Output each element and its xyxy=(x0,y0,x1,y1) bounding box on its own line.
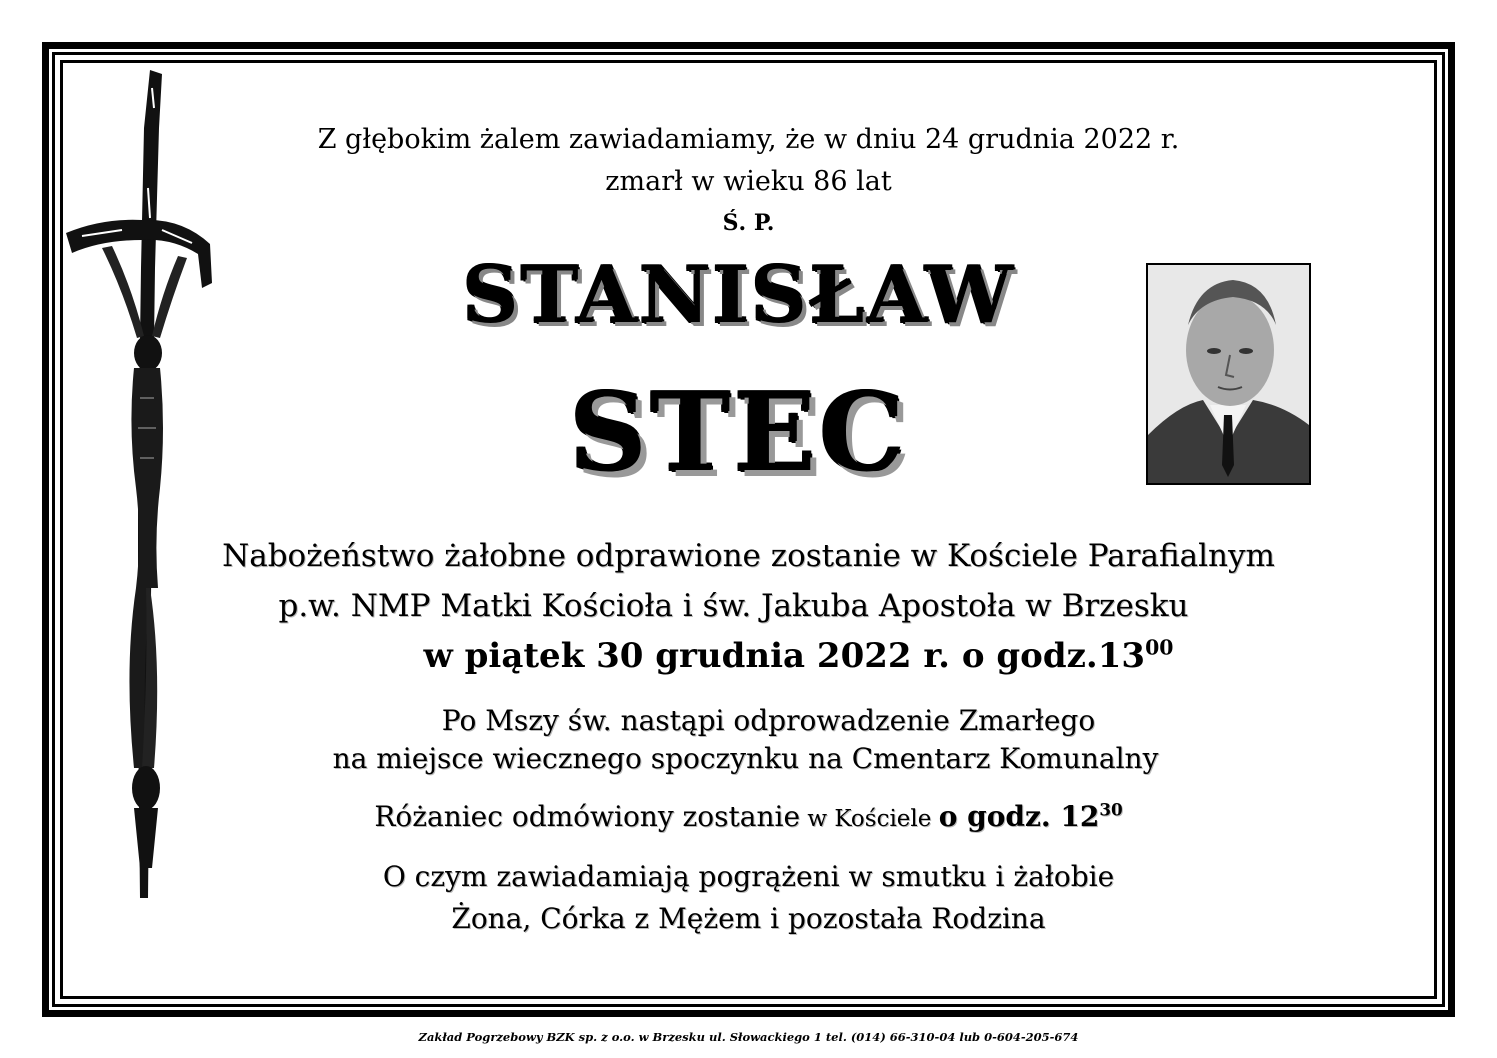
service-line-2: p.w. NMP Matki Kościoła i św. Jakuba Apostoła w Brzesku xyxy=(278,588,1189,624)
portrait-photo xyxy=(1146,263,1311,485)
border-inner xyxy=(60,60,1437,999)
burial-line-1: Po Mszy św. nastąpi odprowadzenie Zmarłego xyxy=(441,704,1096,737)
service-line-1 xyxy=(0,538,1497,574)
service-date-minutes: 00 xyxy=(1145,635,1174,660)
service-line-1b: w Kościele Parafialnym xyxy=(900,538,1275,574)
intro-line-2: zmarł w wieku 86 lat xyxy=(605,166,892,197)
intro-line-1: Z głębokim żalem zawiadamiamy, że w dniu 24 grudnia 2022 r. xyxy=(317,124,1180,155)
rosary-time: o godz. 12 xyxy=(938,800,1100,833)
footer xyxy=(0,1030,1497,1044)
first-name: STANISŁAW xyxy=(462,250,1015,341)
closing-line-2: Żona, Córka z Mężem i pozostała Rodzina xyxy=(451,902,1046,935)
footer-company: Zakład Pogrzebowy BZK sp. z o.o. w Brzesku ul. Słowackiego 1 xyxy=(418,1030,822,1044)
rosary-text: Różaniec odmówiony zostanie xyxy=(374,800,801,833)
service-date xyxy=(50,636,1497,676)
burial-line-2: na miejsce wiecznego spoczynku na Cmentarz Komunalny xyxy=(332,742,1159,775)
rosary-time-minutes: 30 xyxy=(1099,799,1123,820)
rosary-line xyxy=(0,800,1497,833)
last-name: STEC xyxy=(569,370,908,496)
rosary-church: w Kościele xyxy=(800,806,939,832)
sp-abbreviation: Ś. P. xyxy=(722,210,775,236)
service-line-1a: Nabożeństwo żałobne odprawione zostanie xyxy=(222,538,901,574)
footer-phone: tel. (014) 66-310-04 lub 0-604-205-674 xyxy=(821,1030,1079,1044)
closing-line-1: O czym zawiadamiają pogrążeni w smutku i żałobie xyxy=(382,860,1115,893)
portrait-image xyxy=(1148,265,1309,483)
service-date-main: w piątek 30 grudnia 2022 r. o godz.13 xyxy=(423,636,1146,676)
